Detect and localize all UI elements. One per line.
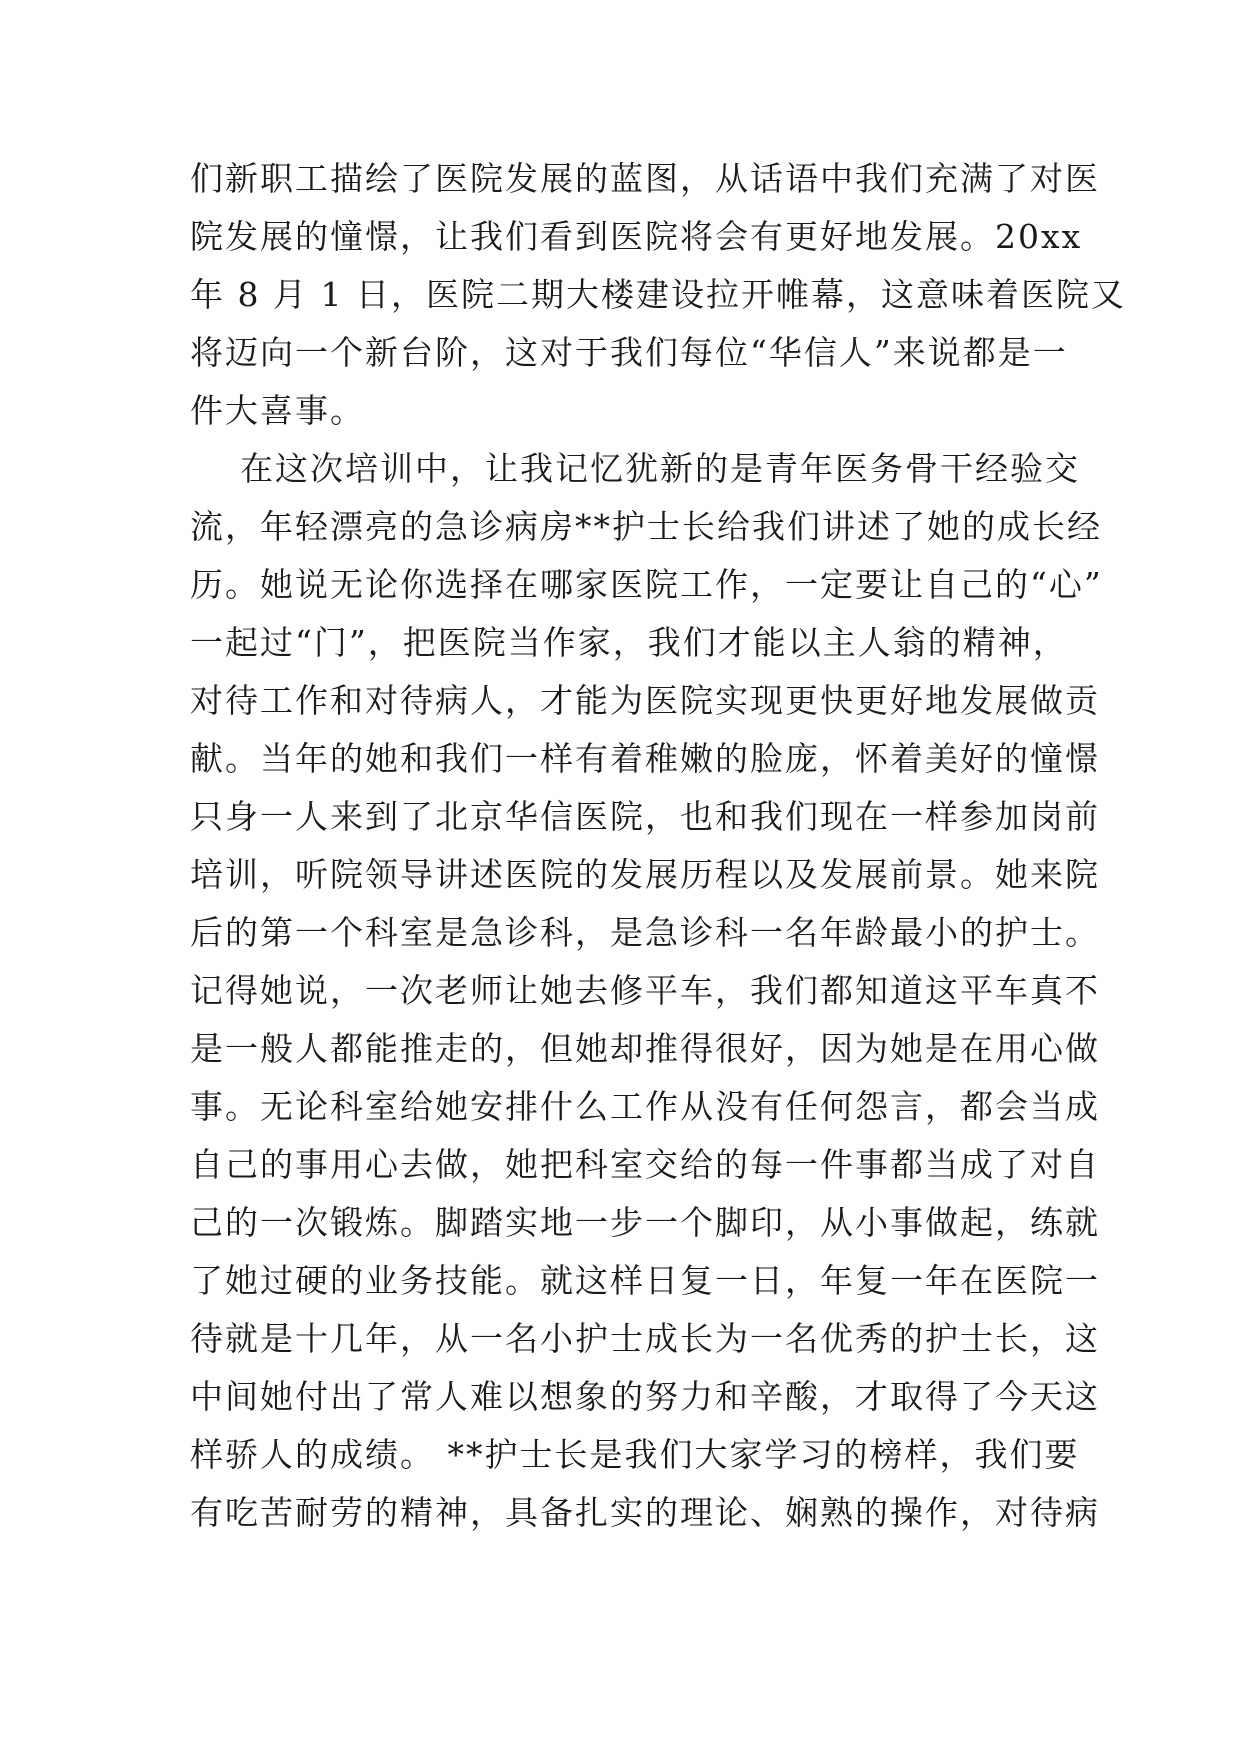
text-line: 对待工作和对待病人，才能为医院实现更快更好地发展做贡 bbox=[190, 681, 1100, 720]
text-line: 己的一次锻炼。脚踏实地一步一个脚印，从小事做起，练就 bbox=[190, 1203, 1100, 1242]
text-line: 在这次培训中，让我记忆犹新的是青年医务骨干经验交 bbox=[190, 449, 1080, 488]
text-line: 是一般人都能推走的，但她却推得很好，因为她是在用心做 bbox=[190, 1029, 1100, 1068]
text-line: 中间她付出了常人难以想象的努力和辛酸，才取得了今天这 bbox=[190, 1377, 1100, 1416]
text-line: 院发展的憧憬，让我们看到医院将会有更好地发展。20xx bbox=[190, 217, 1083, 256]
text-line: 有吃苦耐劳的精神，具备扎实的理论、娴熟的操作，对待病 bbox=[190, 1493, 1100, 1532]
text-line: 记得她说，一次老师让她去修平车，我们都知道这平车真不 bbox=[190, 971, 1100, 1010]
text-line: 待就是十几年，从一名小护士成长为一名优秀的护士长，这 bbox=[190, 1319, 1100, 1358]
document-body bbox=[190, 150, 1126, 1542]
text-line: 献。当年的她和我们一样有着稚嫩的脸庞，怀着美好的憧憬 bbox=[190, 739, 1100, 778]
text-line: 只身一人来到了北京华信医院，也和我们现在一样参加岗前 bbox=[190, 797, 1100, 836]
text-line: 年 8 月 1 日，医院二期大楼建设拉开帷幕，这意味着医院又 bbox=[190, 275, 1126, 314]
text-line: 培训，听院领导讲述医院的发展历程以及发展前景。她来院 bbox=[190, 855, 1100, 894]
text-line: 流，年轻漂亮的急诊病房**护士长给我们讲述了她的成长经 bbox=[190, 507, 1102, 546]
text-line: 自己的事用心去做，她把科室交给的每一件事都当成了对自 bbox=[190, 1145, 1100, 1184]
text-line: 后的第一个科室是急诊科，是急诊科一名年龄最小的护士。 bbox=[190, 913, 1100, 952]
text-line: 一起过“门”，把医院当作家，我们才能以主人翁的精神， bbox=[190, 623, 1068, 662]
text-line: 样骄人的成绩。 **护士长是我们大家学习的榜样，我们要 bbox=[190, 1435, 1080, 1474]
text-line: 们新职工描绘了医院发展的蓝图，从话语中我们充满了对医 bbox=[190, 159, 1100, 198]
text-line: 历。她说无论你选择在哪家医院工作，一定要让自己的“心” bbox=[190, 565, 1103, 604]
text-line: 件大喜事。 bbox=[190, 391, 365, 430]
text-line: 事。无论科室给她安排什么工作从没有任何怨言，都会当成 bbox=[190, 1087, 1100, 1126]
text-line: 了她过硬的业务技能。就这样日复一日，年复一年在医院一 bbox=[190, 1261, 1100, 1300]
text-line: 将迈向一个新台阶，这对于我们每位“华信人”来说都是一 bbox=[190, 333, 1068, 372]
